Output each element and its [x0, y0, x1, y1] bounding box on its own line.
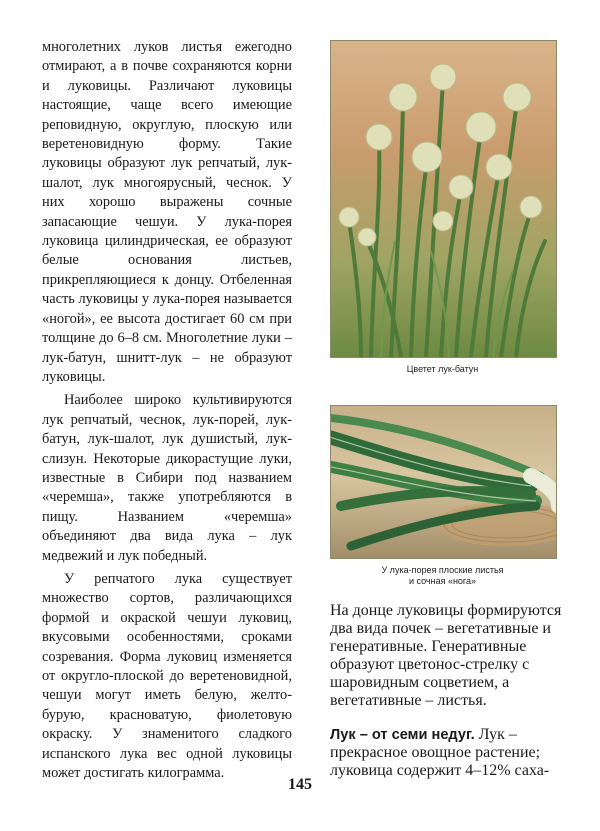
right-text-column	[330, 586, 562, 796]
page-number: 145	[288, 776, 312, 793]
photo2-caption	[330, 565, 555, 587]
leek-illustration	[331, 406, 556, 558]
photo-leek-leaves	[330, 405, 557, 559]
left-text-column	[42, 38, 292, 783]
photo-flowering-welsh-onion	[330, 40, 557, 358]
photo2-caption-line2: и сочная «нога»	[408, 576, 477, 586]
photo1-caption: Цветет лук-батун	[406, 364, 479, 374]
paragraph-onion-varieties: У репчатого лука существует множество сортов, различающихся формой и окраской чешуи луковиц, вкусовыми особенностями, сроками созревания. Форма луковиц изменяется от округло-плоской до веретеновидной, чешуи могут иметь белую, желто-бурую, красноватую, фиолетовую окраску. У знаменитого сладкого испанского лука вес одной луковицы может достигать килограмма.	[42, 570, 292, 782]
paragraph-seven-ailments	[330, 726, 562, 780]
section-text: Лук – прекрасное овощное растение; луковица содержит 4–12% саха-	[330, 726, 550, 779]
paragraph-cultivated-onions: Наиболее широко культивируются лук репчатый, чеснок, лук-порей, лук-батун, лук-шалот, лук душистый, лук-слизун. Некоторые дикорастущие луки, известные в Сибири под названием «черемша», также употребляются в пищу. Названием «черемша» объединяют два вида лука – лук медвежий и лук победный.	[42, 392, 292, 564]
paragraph-bulbs: многолетних луков листья ежегодно отмирают, а в почве сохраняются корни и луковицы. Различают луковицы настоящие, чаще всего имеющие реповидную, округлую, плоскую или веретеновидную форму. Такие луковицы образуют лук репчатый, лук-шалот, лук многоярусный, чеснок. У них хорошо выражены сочные запасающие чешуи. У лука-порея луковица цилиндрическая, ее образуют белые основания листьев, прикрепляющиеся к донцу. Отбеленная часть луковицы у лука-порея называется «ногой», ее высота достигает 60 см при толщине до 6–8 см. Многолетние луки – лук-батун, шнитт-лук – не образуют луковицы.	[42, 39, 292, 385]
right-figure-column	[330, 40, 562, 587]
section-heading: Лук – от семи недуг.	[330, 727, 475, 743]
welsh-onion-illustration	[331, 41, 556, 357]
paragraph-buds: На донце луковицы формируются два вида почек – вегетативные и генеративные. Генеративные образуют цветонос-стрелку с шаровидным соцветием, а вегетативные – листья.	[330, 602, 562, 709]
photo2-caption-line1: У лука-порея плоские листья	[381, 565, 504, 575]
